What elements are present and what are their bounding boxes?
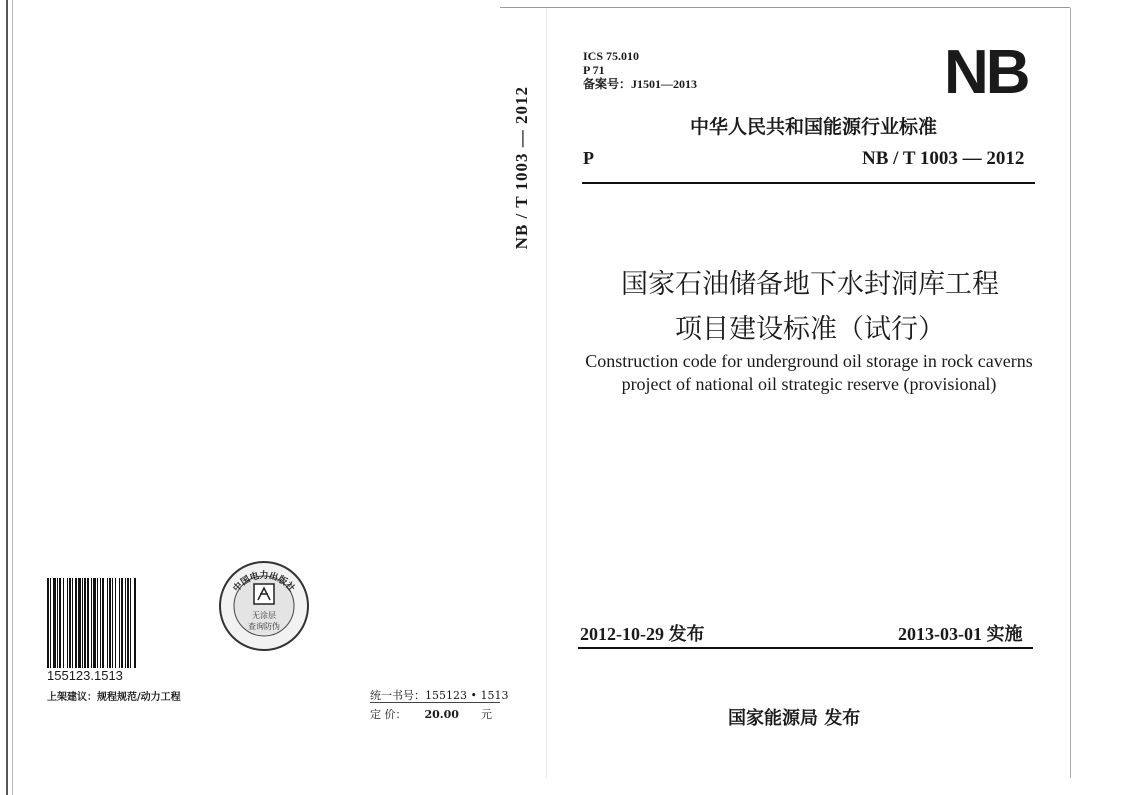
barcode-number: 155123.1513 (47, 668, 123, 683)
implement-date: 2013-03-01 实施 (898, 624, 1023, 644)
record-number: 备案号：J1501—2013 (583, 77, 698, 91)
p-code: P 71 (583, 63, 605, 77)
publisher-seal-icon (218, 560, 310, 652)
issue-date: 2012-10-29 发布 (580, 624, 705, 644)
title-cn-line2: 项目建设标准（试行） (675, 314, 945, 345)
category-code: P (583, 148, 594, 168)
price-currency: 元 (480, 708, 492, 721)
nb-logo: NB (944, 38, 1028, 107)
seal-top-text: 中国电力出版社 (231, 571, 297, 595)
title-cn-line1: 国家石油储备地下水封洞库工程 (621, 269, 999, 300)
seal-inner-text1: 无涂层 (252, 611, 276, 620)
ics-code: ICS 75.010 (583, 49, 640, 63)
footer-rule (578, 647, 1033, 649)
scan-top-edge (500, 7, 1070, 8)
standard-number: NB / T 1003 — 2012 (862, 148, 1025, 169)
header-meta (583, 49, 697, 91)
title-en-line1: Construction code for underground oil storage in rock caverns (585, 351, 1033, 371)
spine-standard-number: NB / T 1003 — 2012 (512, 86, 531, 250)
industry-standard-heading: 中华人民共和国能源行业标准 (690, 116, 938, 138)
scan-left-edge (6, 0, 8, 795)
scan-right-edge (1070, 8, 1071, 778)
price-label: 定 价： (370, 708, 407, 721)
publisher: 国家能源局 发布 (728, 708, 861, 729)
price-rule (370, 702, 500, 703)
seal-inner-text2: 查询防伪 (248, 622, 280, 631)
title-en (575, 350, 1043, 396)
price-line (370, 706, 492, 722)
shelf-suggestion: 上架建议：规程规范/动力工程 (47, 692, 181, 703)
barcode-bar (136, 578, 137, 668)
spine-fold-line (546, 8, 547, 778)
unified-book-number: 统一书号：155123 • 1513 (370, 689, 509, 702)
barcode (47, 578, 189, 668)
price-value: 20.00 (424, 708, 459, 721)
scan-left-edge-shadow (12, 0, 13, 795)
header-rule (582, 182, 1035, 184)
title-en-line2: project of national oil strategic reserve (provisional) (621, 374, 997, 394)
